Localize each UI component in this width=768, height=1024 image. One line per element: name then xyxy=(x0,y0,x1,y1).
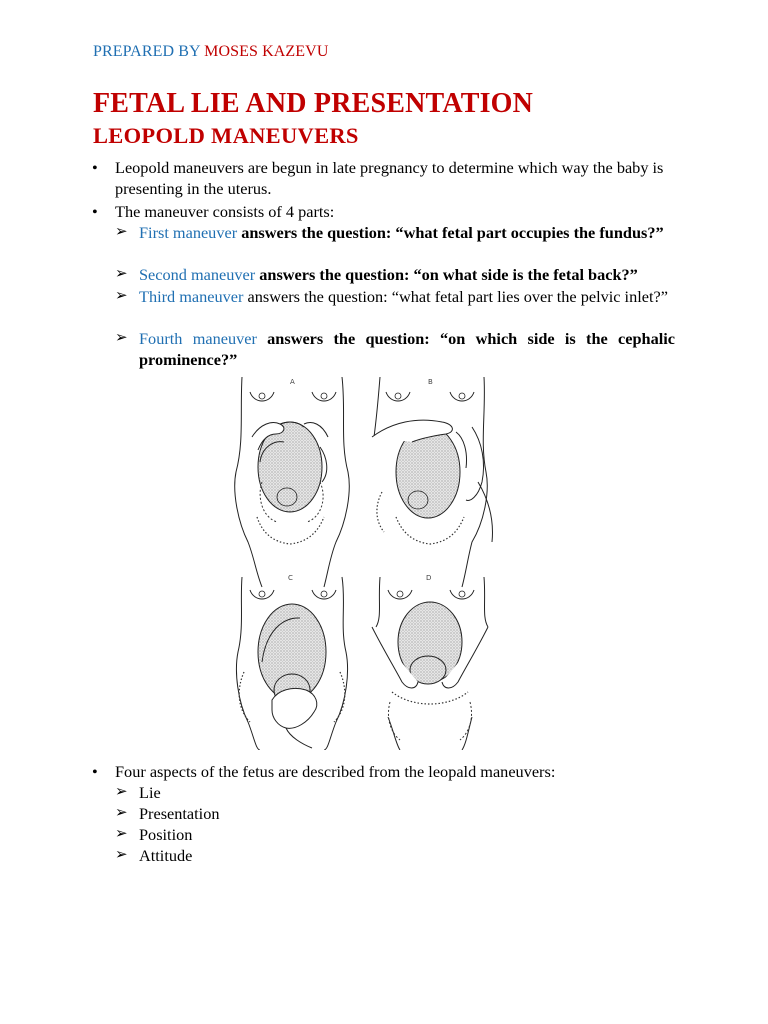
author-name: MOSES KAZEVU xyxy=(204,43,329,60)
maneuver-name: First maneuver xyxy=(139,223,238,242)
maneuver-question: answers the question: “on what side is the fetal back?” xyxy=(255,265,638,284)
arrow-icon: ➢ xyxy=(115,805,128,821)
prepared-by-label: PREPARED BY xyxy=(93,43,201,60)
arrow-icon: ➢ xyxy=(115,847,128,863)
maneuver-item xyxy=(115,264,675,285)
bullet-item xyxy=(92,761,682,782)
arrow-icon: ➢ xyxy=(115,826,128,842)
prepared-by-line xyxy=(93,43,329,61)
aspect-label: Position xyxy=(139,825,193,844)
bullet-item xyxy=(92,201,682,222)
maneuver-name: Second maneuver xyxy=(139,265,256,284)
maneuver-question: answers the question: “what fetal part lies over the pelvic inlet?” xyxy=(243,287,668,306)
aspect-item xyxy=(115,803,675,824)
maneuver-name: Fourth maneuver xyxy=(139,329,257,348)
bullet-dot: • xyxy=(92,762,98,781)
arrow-icon: ➢ xyxy=(115,330,128,346)
arrow-icon: ➢ xyxy=(115,266,128,282)
section-heading: LEOPOLD MANEUVERS xyxy=(93,123,359,148)
bullet-text: The maneuver consists of 4 parts: xyxy=(115,202,335,221)
arrow-icon: ➢ xyxy=(115,288,128,304)
maneuver-item xyxy=(115,328,675,370)
panel-label: D xyxy=(426,574,432,582)
panel-a xyxy=(235,377,350,587)
aspect-label: Lie xyxy=(139,783,161,802)
aspect-label: Presentation xyxy=(139,804,220,823)
maneuver-question: answers the question: “on which side is the cephalic prominence?” xyxy=(139,329,675,369)
page-title: FETAL LIE AND PRESENTATION xyxy=(93,88,534,119)
bullet-dot: • xyxy=(92,202,98,221)
panel-label: A xyxy=(290,378,295,386)
aspect-item xyxy=(115,845,675,866)
panel-label: B xyxy=(428,378,433,386)
aspect-item xyxy=(115,782,675,803)
aspect-item xyxy=(115,824,675,845)
bullet-item xyxy=(92,157,682,199)
maneuver-item xyxy=(115,222,675,243)
arrow-icon: ➢ xyxy=(115,784,128,800)
bullet-dot: • xyxy=(92,158,98,177)
arrow-icon: ➢ xyxy=(115,224,128,240)
panel-b xyxy=(372,377,492,587)
bullet-text: Leopold maneuvers are begun in late pregnancy to determine which way the baby is presenting in the uterus. xyxy=(115,158,664,198)
panel-d xyxy=(372,574,488,750)
bullet-text: Four aspects of the fetus are described from the leopald maneuvers: xyxy=(115,762,556,781)
maneuver-name: Third maneuver xyxy=(139,287,244,306)
leopold-maneuvers-illustration xyxy=(232,372,497,750)
maneuver-question: answers the question: “what fetal part occupies the fundus?” xyxy=(237,223,664,242)
aspect-label: Attitude xyxy=(139,846,193,865)
panel-c xyxy=(236,574,347,750)
panel-label: C xyxy=(288,574,293,582)
maneuver-item xyxy=(115,286,675,307)
